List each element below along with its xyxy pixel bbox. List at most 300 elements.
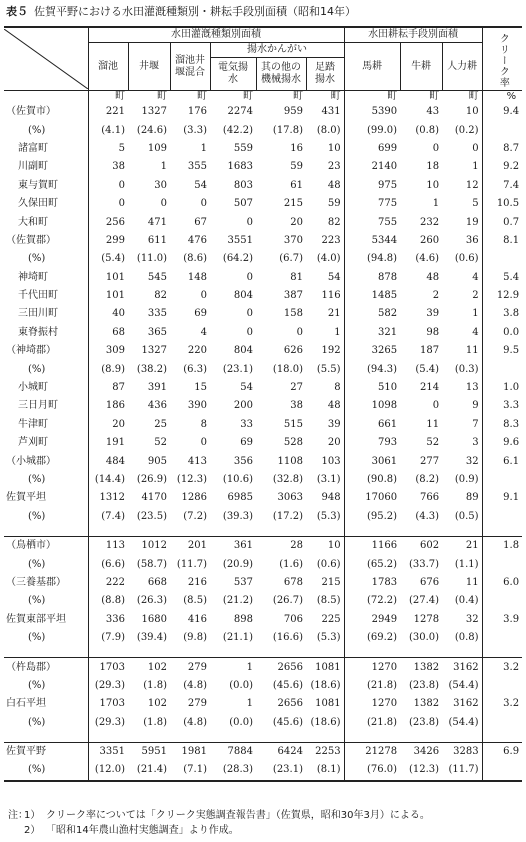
table-cell: (7.9) (101, 632, 125, 644)
table-cell: 948 (306, 489, 344, 507)
table-cell: 10 (306, 536, 344, 555)
table-cell: 21278 (344, 742, 400, 761)
table-cell: 12.9 (496, 290, 520, 302)
table-cell (170, 647, 210, 658)
table-cell: 3061 (371, 455, 398, 467)
row-label: (%) (4, 360, 88, 378)
table-cell: (10.6) (222, 474, 253, 485)
table-cell (128, 647, 170, 658)
table-row (4, 658, 522, 677)
table-row (4, 158, 522, 176)
group-header-pump: 揚水かんがい (210, 43, 344, 58)
table-cell: 309 (105, 345, 125, 357)
table-row (4, 195, 522, 213)
table-cell: (5.3) (306, 508, 344, 526)
table-cell: 1382 (400, 658, 442, 677)
percent-row (4, 250, 522, 268)
col-header-mixed: 溜池井堰混合 (170, 43, 210, 91)
row-label: (%) (4, 677, 88, 695)
col-header-electric: 電気揚水 (210, 58, 256, 91)
table-cell: 116 (306, 287, 344, 305)
table-cell: (24.6) (136, 124, 167, 136)
table-cell: 775 (377, 198, 398, 210)
table-cell: 82 (306, 213, 344, 231)
table-cell: 20 (290, 216, 303, 228)
table-cell: (95.2) (366, 510, 398, 522)
table-cell: 20 (306, 434, 344, 452)
row-label: (%) (4, 250, 88, 268)
row-label: 川副町 (4, 158, 88, 176)
table-cell: 9.6 (503, 437, 520, 449)
table-cell: 905 (147, 455, 167, 467)
corner-cell (4, 27, 88, 91)
note-line (8, 808, 430, 823)
table-row (4, 269, 522, 287)
row-label: （鳥栖市） (4, 536, 88, 555)
table-cell: (29.3) (94, 679, 125, 691)
row-label: (%) (4, 592, 88, 610)
table-cell: 2656 (256, 658, 306, 677)
row-label: （神埼郡） (4, 342, 88, 360)
table-cell: 436 (147, 400, 167, 412)
table-cell: (12.3) (400, 761, 442, 780)
row-label: 大和町 (4, 213, 88, 231)
table-cell: 5 (442, 195, 482, 213)
row-label: (%) (4, 555, 88, 573)
table-cell: (7.2) (183, 510, 207, 522)
table-cell: 27 (290, 382, 303, 394)
table-cell (344, 526, 400, 537)
table-cell (210, 647, 256, 658)
spacer-row (4, 526, 522, 537)
table-cell: 602 (400, 536, 442, 555)
table-cell: 0.7 (503, 216, 520, 228)
table-cell: 28 (256, 536, 306, 555)
table-cell: 793 (377, 437, 398, 449)
table-cell: 5344 (371, 234, 398, 246)
table-cell: (23.5) (136, 510, 167, 522)
table-cell: 484 (105, 455, 125, 467)
row-label: (%) (4, 629, 88, 647)
table-notes (8, 808, 430, 838)
note-text: 「昭和14年農山漁村実態調査」より作成。 (46, 825, 239, 836)
table-cell: (8.0) (306, 121, 344, 139)
percent-row (4, 714, 522, 732)
table-cell: 176 (187, 106, 207, 118)
table-cell: (99.0) (366, 124, 398, 136)
table-cell: (18.0) (272, 363, 303, 375)
table-cell: 82 (154, 290, 167, 302)
table-cell: 676 (419, 576, 440, 588)
row-label: (%) (4, 121, 88, 139)
table-cell: 18 (426, 161, 440, 173)
table-cell: 113 (88, 536, 128, 555)
table-cell: 2253 (306, 742, 344, 761)
table-cell: 101 (105, 290, 125, 302)
note-prefix: 注： (8, 810, 28, 821)
table-cell: (0.8) (442, 629, 482, 647)
table-cell (482, 360, 522, 378)
table-cell: 0 (118, 198, 125, 210)
table-cell: (26.9) (136, 474, 167, 485)
col-header-other-machine: 其の他の機械揚水 (256, 58, 306, 91)
table-cell: (21.1) (222, 632, 253, 644)
table-cell: 4170 (141, 492, 167, 504)
col-header-foot: 足踏揚水 (306, 58, 344, 91)
table-cell: (17.2) (272, 510, 303, 522)
table-cell: 1485 (371, 290, 398, 302)
table-cell: 1 (442, 158, 482, 176)
table-cell: (58.7) (136, 558, 167, 570)
table-cell: 6424 (256, 742, 306, 761)
row-label: 神埼町 (4, 269, 88, 287)
row-label: 小城町 (4, 379, 88, 397)
col-header-horse: 馬耕 (344, 43, 400, 91)
table-cell: 67 (194, 216, 207, 228)
col-header-tameike: 溜池 (88, 43, 128, 91)
table-cell: (4.1) (101, 124, 125, 136)
note-number: 1） (24, 810, 41, 821)
table-cell: 52 (426, 437, 440, 449)
table-row (4, 287, 522, 305)
table-cell: 1 (432, 198, 440, 210)
table-cell: 1703 (88, 658, 128, 677)
table-cell: (21.4) (128, 761, 170, 780)
table-cell: 2949 (371, 613, 398, 625)
table-cell (482, 629, 522, 647)
unit-cell: 町 (306, 91, 344, 104)
note-text: クリーク率については「クリーク実態調査報告書」（佐賀県，昭和30年3月）による。 (46, 810, 430, 821)
table-cell: 6.1 (503, 455, 520, 467)
table-cell: (0.9) (442, 471, 482, 489)
table-cell (344, 647, 400, 658)
table-cell: (11.7) (442, 761, 482, 780)
table-cell: 0 (432, 142, 440, 154)
table-cell: 10 (442, 103, 482, 121)
table-cell (306, 732, 344, 743)
row-label: 佐賀平野 (4, 742, 88, 761)
table-cell: (45.6) (272, 679, 303, 691)
table-row (4, 416, 522, 434)
table-cell: 3.8 (503, 308, 520, 320)
table-cell: (8.8) (101, 595, 125, 607)
table-cell: 1 (200, 142, 207, 154)
table-cell: 256 (105, 216, 125, 228)
table-cell: 11 (426, 418, 440, 430)
table-cell: 260 (419, 234, 440, 246)
row-label: (%) (4, 714, 88, 732)
table-cell: 3265 (371, 345, 398, 357)
row-label: 東与賀町 (4, 177, 88, 195)
table-cell: 3162 (442, 658, 482, 677)
table-cell: 1 (442, 305, 482, 323)
unit-cell: 町 (128, 91, 170, 104)
spacer-row (4, 647, 522, 658)
percent-row (4, 677, 522, 695)
table-cell: (5.4) (415, 363, 440, 375)
table-cell: 11 (442, 342, 482, 360)
table-cell (482, 526, 522, 537)
table-cell: 225 (306, 611, 344, 629)
table-row (4, 489, 522, 507)
table-cell: 4 (200, 326, 207, 338)
table-cell (256, 526, 306, 537)
table-cell: 2656 (277, 698, 303, 710)
row-label: 三日月町 (4, 397, 88, 415)
table-cell: 678 (283, 576, 303, 588)
table-row (4, 177, 522, 195)
table-cell: (21.8) (366, 716, 398, 728)
table-cell: 898 (233, 613, 253, 625)
table-cell: 0.0 (503, 326, 520, 338)
table-cell: (90.8) (366, 474, 398, 485)
table-cell: 356 (233, 455, 253, 467)
percent-row (4, 592, 522, 610)
table-cell: 510 (377, 382, 398, 394)
table-cell: 201 (170, 536, 210, 555)
table-row (4, 397, 522, 415)
table-cell: (0.6) (306, 555, 344, 573)
table-cell (482, 508, 522, 526)
note-line (8, 823, 430, 838)
table-cell (482, 471, 522, 489)
table-cell: 12 (442, 177, 482, 195)
table-cell: 17060 (365, 492, 398, 504)
table-row (4, 232, 522, 250)
table-cell: 87 (112, 382, 125, 394)
table-cell (128, 526, 170, 537)
table-cell (88, 526, 128, 537)
table-cell: 390 (187, 400, 207, 412)
table-cell (482, 592, 522, 610)
table-cell: 1 (210, 658, 256, 677)
unit-cell: % (482, 91, 522, 104)
table-cell (482, 121, 522, 139)
table-cell: 959 (283, 106, 303, 118)
table-cell: (21.2) (222, 595, 253, 607)
table-cell: 19 (442, 213, 482, 231)
irrigation-table (4, 26, 522, 782)
table-cell (482, 761, 522, 780)
table-cell: 387 (283, 290, 303, 302)
table-cell: 661 (377, 418, 398, 430)
spacer-row (4, 732, 522, 743)
table-cell: 2274 (227, 106, 253, 118)
table-cell: 878 (377, 271, 398, 283)
table-cell: 3.9 (503, 613, 520, 625)
unit-cell: 町 (88, 91, 128, 104)
percent-row (4, 121, 522, 139)
table-cell: 545 (147, 271, 167, 283)
table-cell: (1.1) (442, 555, 482, 573)
table-row (4, 574, 522, 592)
table-cell: 0 (246, 216, 253, 228)
row-label: 諸富町 (4, 140, 88, 158)
table-cell: 38 (112, 161, 125, 173)
table-cell: (6.3) (183, 363, 207, 375)
table-cell: 3426 (400, 742, 442, 761)
col-header-manual: 人力耕 (442, 43, 482, 91)
table-cell: 38 (290, 400, 303, 412)
percent-row (4, 761, 522, 780)
table-cell: 528 (283, 437, 303, 449)
row-label: (%) (4, 761, 88, 780)
table-cell (256, 647, 306, 658)
row-label: 佐賀東部平坦 (4, 611, 88, 629)
table-cell (306, 526, 344, 537)
table-cell: 416 (187, 613, 207, 625)
table-cell: 975 (377, 179, 398, 191)
table-row (4, 324, 522, 342)
table-cell: 220 (187, 345, 207, 357)
table-cell (482, 677, 522, 695)
table-cell: 9.4 (503, 106, 520, 118)
table-cell: 103 (306, 452, 344, 470)
row-label: (%) (4, 508, 88, 526)
table-cell: (94.8) (366, 253, 398, 265)
table-cell: 11 (442, 574, 482, 592)
table-cell: 8.1 (503, 234, 520, 246)
table-cell: 54 (306, 269, 344, 287)
table-cell: 48 (306, 177, 344, 195)
table-cell: 1166 (344, 536, 400, 555)
percent-row (4, 508, 522, 526)
table-cell: (23.1) (256, 761, 306, 780)
percent-row (4, 555, 522, 573)
table-cell: (20.9) (222, 558, 253, 570)
table-cell: (5.5) (306, 360, 344, 378)
table-cell (88, 732, 128, 743)
table-cell: (0.4) (442, 592, 482, 610)
table-cell: (21.8) (366, 679, 398, 691)
table-cell: 25 (154, 418, 167, 430)
row-label: 千代田町 (4, 287, 88, 305)
row-label: 白石平坦 (4, 695, 88, 713)
table-row (4, 695, 522, 713)
table-cell: 2 (432, 290, 440, 302)
table-cell: (8.5) (183, 595, 207, 607)
table-cell: 98 (426, 326, 440, 338)
table-cell: 335 (147, 308, 167, 320)
table-cell: 23 (306, 158, 344, 176)
row-label: (%) (4, 471, 88, 489)
table-cell: (42.2) (222, 124, 253, 136)
table-cell: 299 (105, 234, 125, 246)
table-cell: (39.4) (136, 632, 167, 644)
table-cell: (16.6) (272, 632, 303, 644)
table-row (4, 611, 522, 629)
row-label: 佐賀平坦 (4, 489, 88, 507)
table-cell: (30.0) (408, 632, 440, 644)
table-cell: (1.8) (143, 679, 167, 691)
table-cell: (14.4) (94, 474, 125, 485)
table-cell: 39 (306, 416, 344, 434)
table-cell: 13 (442, 379, 482, 397)
table-cell: (4.3) (415, 510, 440, 522)
table-caption (6, 3, 356, 19)
table-cell: 706 (283, 613, 303, 625)
table-cell: 16 (290, 142, 303, 154)
table-cell: 279 (170, 658, 210, 677)
table-cell: 10 (306, 140, 344, 158)
table-cell: 1981 (170, 742, 210, 761)
table-row (4, 434, 522, 452)
table-cell: 1108 (277, 455, 303, 467)
table-cell: 109 (147, 142, 167, 154)
table-cell: 804 (233, 290, 253, 302)
table-cell: 69 (194, 308, 207, 320)
table-cell: 0 (246, 308, 253, 320)
table-cell: 277 (419, 455, 440, 467)
table-cell: 3283 (442, 742, 482, 761)
table-cell: 0 (246, 326, 253, 338)
table-cell: 1312 (99, 492, 125, 504)
table-cell: 102 (147, 698, 167, 710)
col-header-cattle: 牛耕 (400, 43, 442, 91)
table-cell: 5 (118, 142, 125, 154)
table-cell: 1703 (99, 698, 125, 710)
table-cell: 0 (200, 290, 207, 302)
table-row (4, 103, 522, 121)
table-cell: (6.7) (279, 253, 303, 265)
table-cell (442, 647, 482, 658)
row-label (4, 526, 88, 537)
table-cell (210, 732, 256, 743)
table-cell: 52 (154, 437, 167, 449)
creek-rate-label: クリーク率 (497, 32, 509, 88)
table-cell: (0.3) (442, 360, 482, 378)
table-cell: 223 (306, 232, 344, 250)
table-cell: 1680 (141, 613, 167, 625)
table-cell: 6985 (227, 492, 253, 504)
table-cell: 2140 (371, 161, 398, 173)
table-cell (400, 732, 442, 743)
table-cell: 8 (200, 418, 207, 430)
row-label: （小城郡） (4, 452, 88, 470)
row-label (4, 732, 88, 743)
percent-row (4, 629, 522, 647)
table-row (4, 742, 522, 761)
table-cell: 221 (105, 106, 125, 118)
table-cell: 365 (147, 326, 167, 338)
unit-cell: 町 (442, 91, 482, 104)
table-cell: 803 (233, 179, 253, 191)
table-cell: (0.6) (442, 250, 482, 268)
row-label: （三養基郡） (4, 574, 88, 592)
table-cell: 0 (246, 271, 253, 283)
table-cell: (1.6) (279, 558, 303, 570)
table-cell: 214 (419, 382, 440, 394)
table-cell: 32 (442, 452, 482, 470)
table-cell: 515 (283, 418, 303, 430)
table-cell: 3.2 (503, 698, 520, 710)
table-cell: 216 (187, 576, 207, 588)
table-cell: 1012 (128, 536, 170, 555)
table-row (4, 536, 522, 555)
table-cell: 3162 (442, 695, 482, 713)
table-cell: 39 (426, 308, 440, 320)
percent-row (4, 360, 522, 378)
table-cell: (8.9) (101, 363, 125, 375)
table-cell: 537 (233, 576, 253, 588)
table-cell: 355 (187, 161, 207, 173)
table-cell: 89 (442, 489, 482, 507)
table-cell: (4.8) (183, 679, 207, 691)
table-cell (482, 732, 522, 743)
table-cell: 0 (118, 179, 125, 191)
table-cell: 15 (194, 382, 207, 394)
table-cell (400, 526, 442, 537)
